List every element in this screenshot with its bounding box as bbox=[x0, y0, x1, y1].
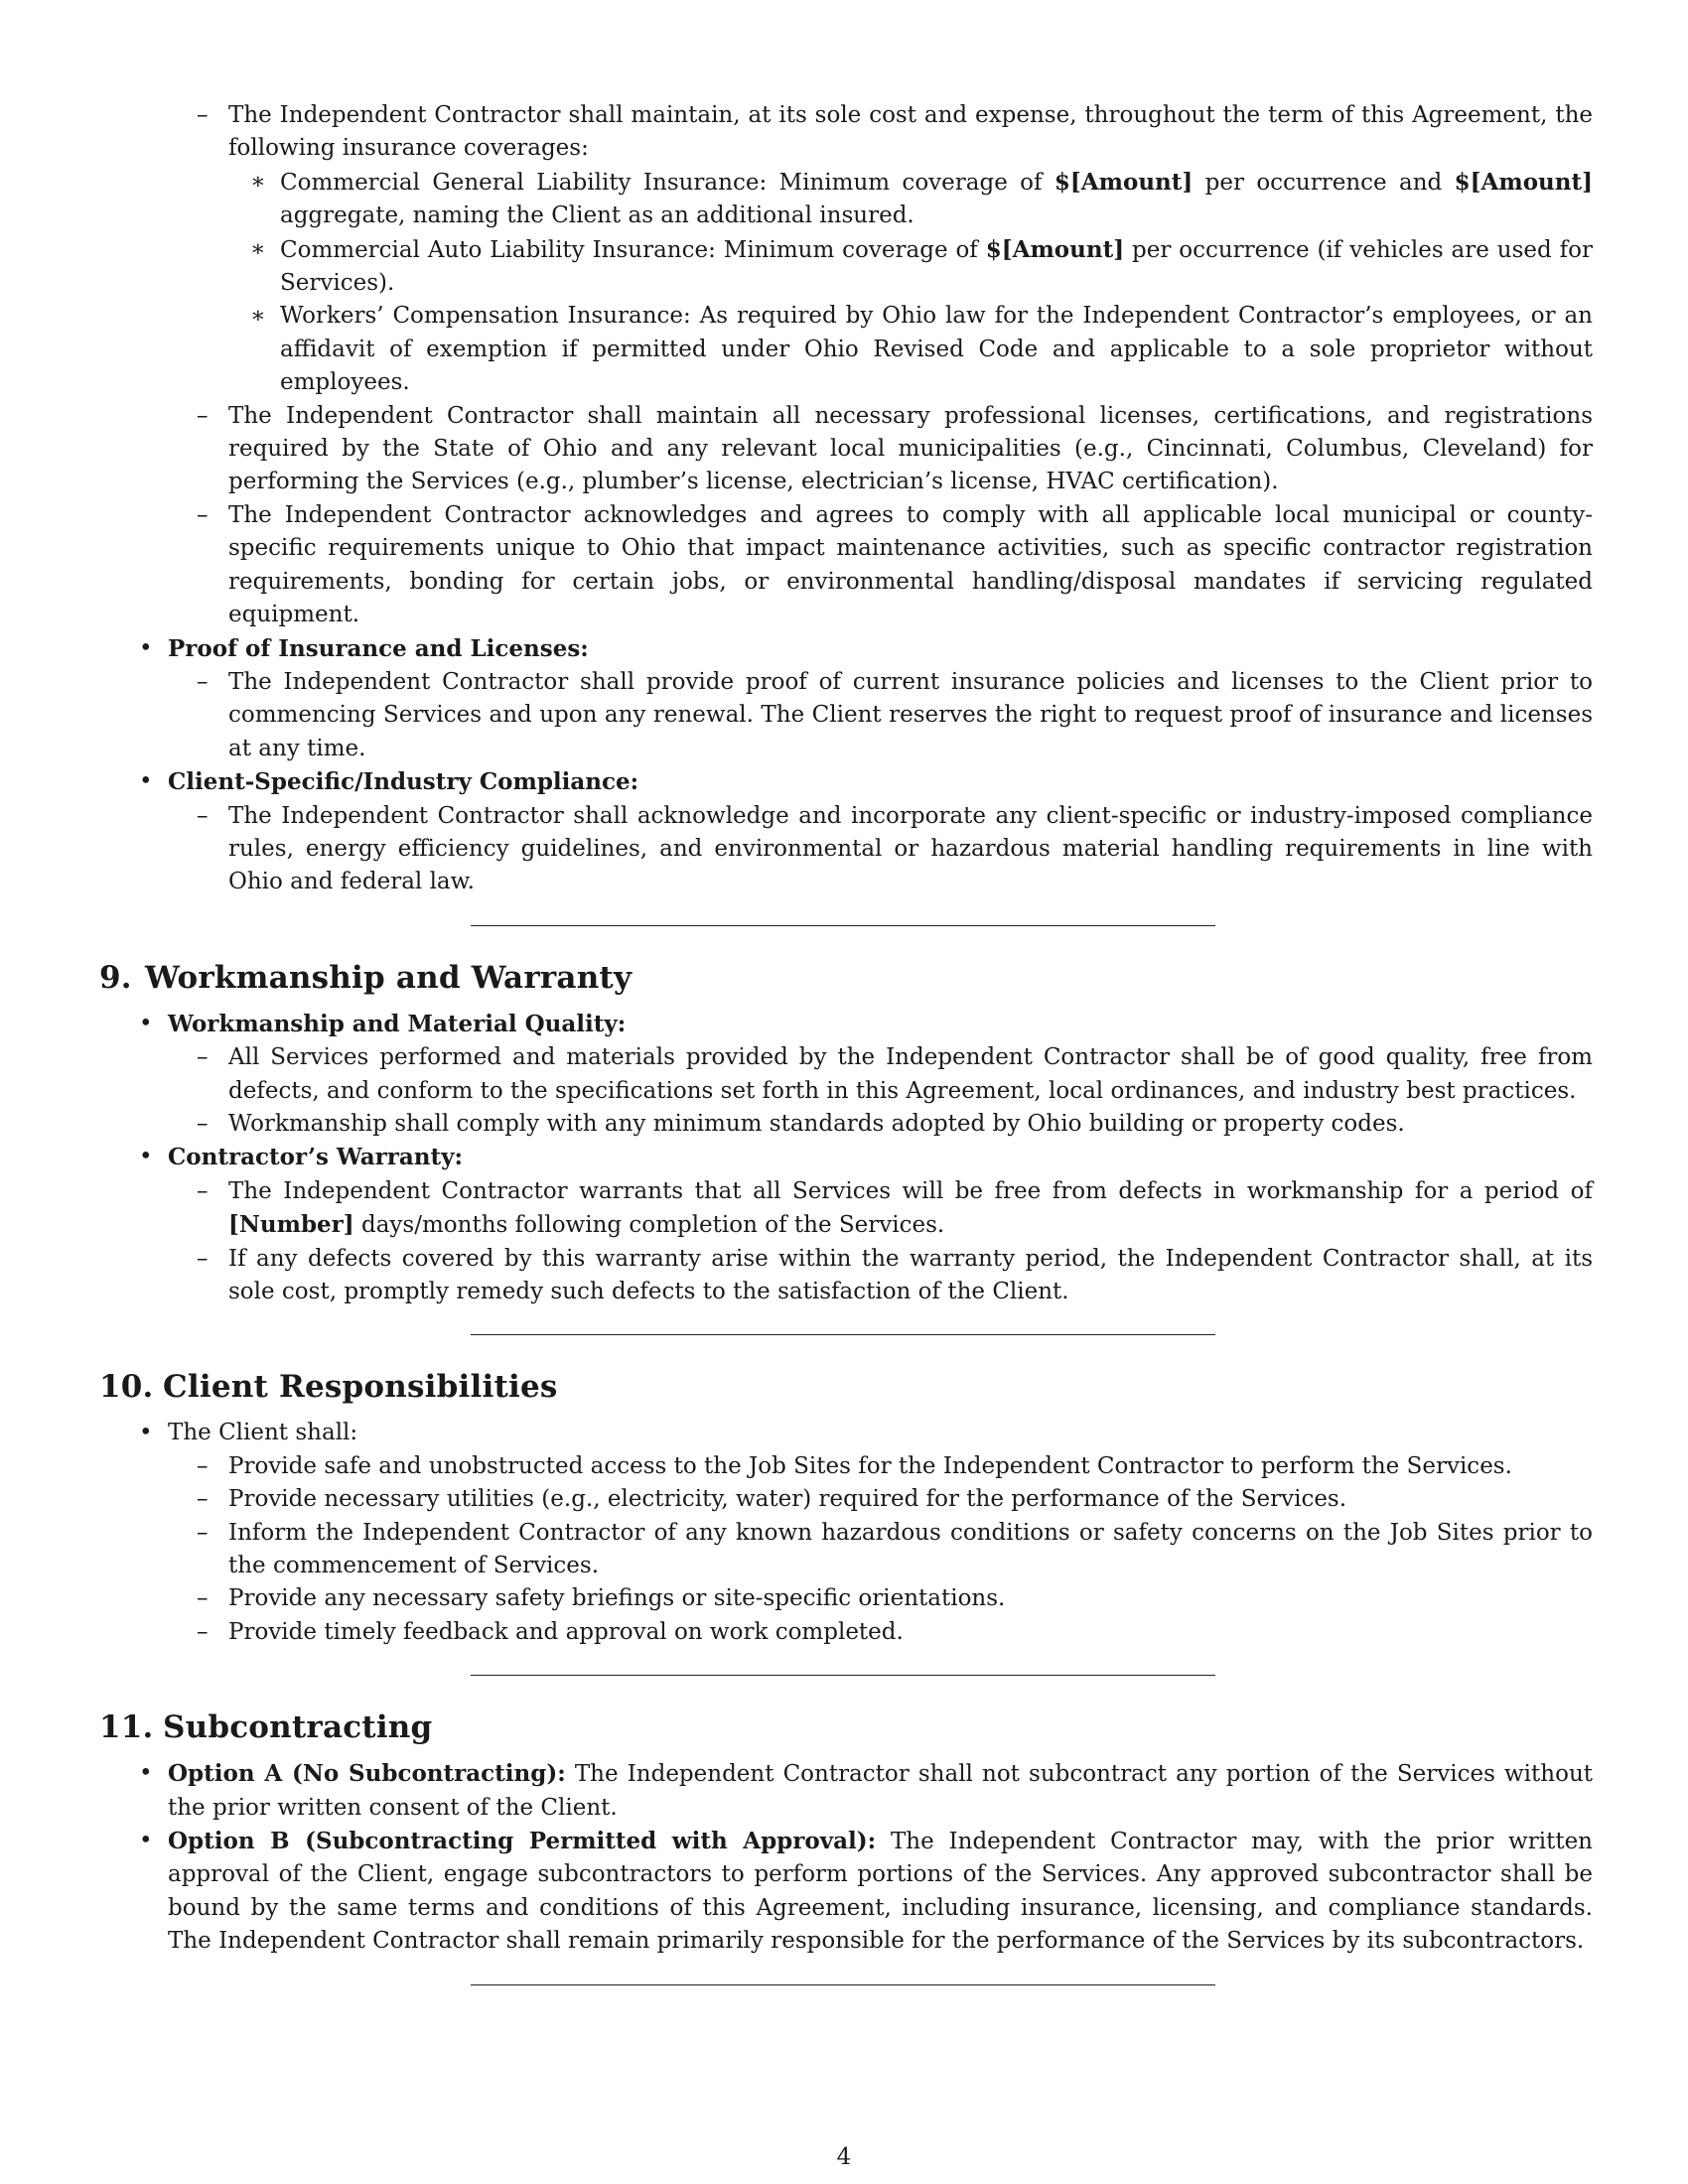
option-b-label: Option B (Subcontracting Permitted with Approval): bbox=[168, 1828, 877, 1855]
option-b-text: The Independent Contractor may, with the prior written approval of the Client, engage subcontractors to perform portions of the Services. Any approved subcontractor shall be bound by the same terms and conditions of this Agreement, including insurance, licensing, and compliance standards. The Independent Contractor shall remain primarily responsible for the performance of the Services by its subcontractors. bbox=[168, 1829, 1593, 1955]
cgl-text-3: aggregate, naming the Client as an additional insured. bbox=[280, 203, 914, 229]
section-11-heading bbox=[99, 1707, 1593, 1747]
licenses-item: – The Independent Contractor shall maintain all necessary professional licenses, certifications, and registrations required by the State of Ohio and any relevant local municipalities (e.g., Cincinnati, Columbus, Cleveland) for performing the Services (e.g., plumber’s license, electrician’s license, HVAC certification). bbox=[228, 400, 1593, 499]
section-divider bbox=[471, 925, 1215, 926]
cgl-text-2: per occurrence and bbox=[1193, 169, 1455, 196]
proof-label bbox=[168, 632, 1593, 666]
proof-item: – The Independent Contractor shall provide proof of current insurance policies and licenses to the Client prior to commencing Services and upon any renewal. The Client reserves the right to request proof of insurance and licenses at any time. bbox=[228, 666, 1593, 765]
section-divider bbox=[471, 1675, 1215, 1676]
client-item-5: – Provide timely feedback and approval on work completed. bbox=[228, 1616, 1593, 1649]
option-b-item bbox=[168, 1825, 1593, 1959]
section-9-number: 9. bbox=[99, 959, 132, 996]
quality-label bbox=[168, 1008, 1593, 1041]
quality-label-text: Workmanship and Material Quality: bbox=[168, 1010, 627, 1037]
section-10-heading bbox=[99, 1367, 1593, 1407]
quality-item-2: – Workmanship shall comply with any minimum standards adopted by Ohio building or property codes. bbox=[228, 1108, 1593, 1141]
auto-amount: $[Amount] bbox=[985, 235, 1125, 263]
section-11-number: 11. bbox=[99, 1709, 154, 1746]
client-item-4: – Provide any necessary safety briefings or site-specific orientations. bbox=[228, 1582, 1593, 1615]
client-item-1: – Provide safe and unobstructed access to the Job Sites for the Independent Contractor to perform the Services. bbox=[228, 1450, 1593, 1483]
section-divider bbox=[471, 1334, 1215, 1335]
workers-comp-item: ∗ Workers’ Compensation Insurance: As required by Ohio law for the Independent Contractor’s employees, or an affidavit of exemption if permitted under Ohio Revised Code and applicable to a sole proprietor without employees. bbox=[280, 300, 1593, 399]
option-a-text: The Independent Contractor shall not subcontract any portion of the Services without the prior written consent of the Client. bbox=[168, 1761, 1593, 1821]
section-divider bbox=[471, 1984, 1215, 1985]
warranty-label-text: Contractor’s Warranty: bbox=[168, 1144, 463, 1171]
local-requirements-item: – The Independent Contractor acknowledges and agrees to comply with all applicable local municipal or county-specific requirements unique to Ohio that impact maintenance activities, such as specific contractor registration requirements, bonding for certain jobs, or environmental handling/disposal mandates if servicing regulated equipment. bbox=[228, 499, 1593, 632]
warranty-text-1: The Independent Contractor warrants that all Services will be free from defects in workmanship for a period of bbox=[228, 1177, 1593, 1204]
compliance-item: – The Independent Contractor shall acknowledge and incorporate any client-specific or industry-imposed compliance rules, energy efficiency guidelines, and environmental or hazardous material handling requirements in line with Ohio and federal law. bbox=[228, 800, 1593, 899]
page-number: 4 bbox=[836, 2144, 852, 2170]
client-item-2: – Provide necessary utilities (e.g., electricity, water) required for the performance of the Services. bbox=[228, 1483, 1593, 1516]
section-10-number: 10. bbox=[99, 1369, 154, 1406]
section-9-heading bbox=[99, 958, 1593, 998]
warranty-number: [Number] bbox=[228, 1211, 354, 1239]
option-a-item bbox=[168, 1757, 1593, 1825]
proof-label-text: Proof of Insurance and Licenses: bbox=[168, 634, 589, 662]
warranty-item-2: – If any defects covered by this warranty arise within the warranty period, the Independent Contractor shall, at its sole cost, promptly remedy such defects to the satisfaction of the Client. bbox=[228, 1243, 1593, 1309]
option-a-label: Option A (No Subcontracting): bbox=[168, 1760, 566, 1788]
cgl-insurance-item bbox=[280, 166, 1593, 233]
cgl-amount-occurrence: $[Amount] bbox=[1054, 168, 1194, 196]
section-11-title: Subcontracting bbox=[163, 1709, 433, 1746]
auto-insurance-item bbox=[280, 233, 1593, 301]
auto-text-1: Commercial Auto Liability Insurance: Minimum coverage of bbox=[280, 236, 986, 263]
insurance-intro-item: – The Independent Contractor shall maintain, at its sole cost and expense, throughout the term of this Agreement, the following insurance coverages: bbox=[228, 99, 1593, 166]
client-lead: • The Client shall: bbox=[168, 1417, 1593, 1449]
section-10-title: Client Responsibilities bbox=[163, 1369, 558, 1406]
compliance-label bbox=[168, 765, 1593, 799]
section-9-title: Workmanship and Warranty bbox=[145, 959, 633, 996]
warranty-item-1 bbox=[228, 1175, 1593, 1243]
warranty-label bbox=[168, 1141, 1593, 1174]
warranty-text-2: days/months following completion of the Services. bbox=[353, 1212, 945, 1239]
compliance-label-text: Client-Specific/Industry Compliance: bbox=[168, 768, 639, 796]
quality-item-1: – All Services performed and materials provided by the Independent Contractor shall be of good quality, free from defects, and conform to the specifications set forth in this Agreement, local ordinances, and industry best practices. bbox=[228, 1041, 1593, 1108]
page-content bbox=[99, 99, 1593, 1985]
auto-text-2: per occurrence (if vehicles are used for Services). bbox=[280, 236, 1593, 297]
cgl-text-1: Commercial General Liability Insurance: Minimum coverage of bbox=[280, 169, 1055, 196]
cgl-amount-aggregate: $[Amount] bbox=[1454, 168, 1593, 196]
client-item-3: – Inform the Independent Contractor of any known hazardous conditions or safety concerns on the Job Sites prior to the commencement of Services. bbox=[228, 1517, 1593, 1583]
